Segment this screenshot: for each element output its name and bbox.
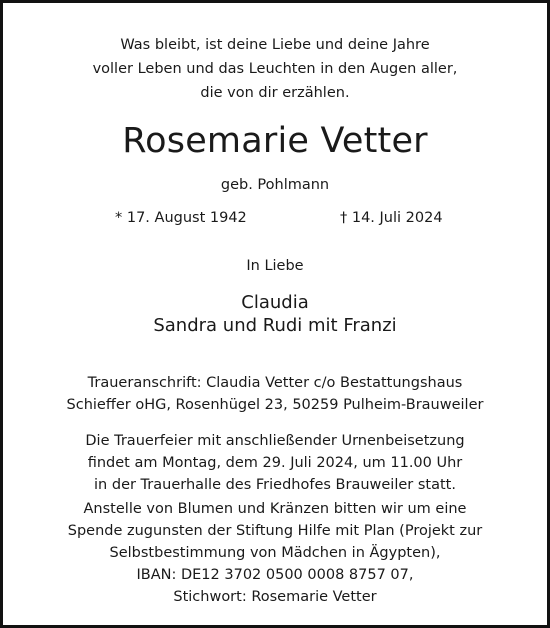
address-line-2: Schieffer oHG, Rosenhügel 23, 50259 Pulheim-Brauweiler — [66, 397, 484, 413]
donation-keyword: Stichwort: Rosemarie Vetter — [173, 589, 377, 605]
ceremony-line-1: Die Trauerfeier mit anschließender Urnenbeisetzung — [85, 433, 465, 449]
address-line-1: Traueranschrift: Claudia Vetter c/o Bestattungshaus — [87, 375, 463, 391]
mourner-line-2: Sandra und Rudi mit Franzi — [153, 315, 397, 336]
birth-date: * 17. August 1942 — [115, 210, 247, 226]
poem-line-3: die von dir erzählen. — [200, 85, 350, 101]
mourner-line-1: Claudia — [241, 292, 309, 313]
donation-iban: IBAN: DE12 3702 0500 0008 8757 07, — [136, 567, 414, 583]
poem-line-1: Was bleibt, ist deine Liebe und deine Jahre — [120, 37, 430, 53]
donation-line-2: Spende zugunsten der Stiftung Hilfe mit Plan (Projekt zur — [67, 523, 483, 539]
donation-line-1: Anstelle von Blumen und Kränzen bitten wir um eine — [83, 501, 467, 517]
in-love-intro: In Liebe — [246, 258, 304, 274]
poem-line-2: voller Leben und das Leuchten in den Augen aller, — [92, 61, 458, 77]
maiden-name: geb. Pohlmann — [220, 177, 330, 193]
donation-line-3: Selbstbestimmung von Mädchen in Ägypten), — [109, 545, 441, 561]
deceased-name: Rosemarie Vetter — [122, 121, 428, 161]
ceremony-line-2: findet am Montag, dem 29. Juli 2024, um 11.00 Uhr — [87, 455, 463, 471]
death-date: † 14. Juli 2024 — [340, 210, 443, 226]
ceremony-line-3: in der Trauerhalle des Friedhofes Brauweiler statt. — [94, 477, 456, 493]
